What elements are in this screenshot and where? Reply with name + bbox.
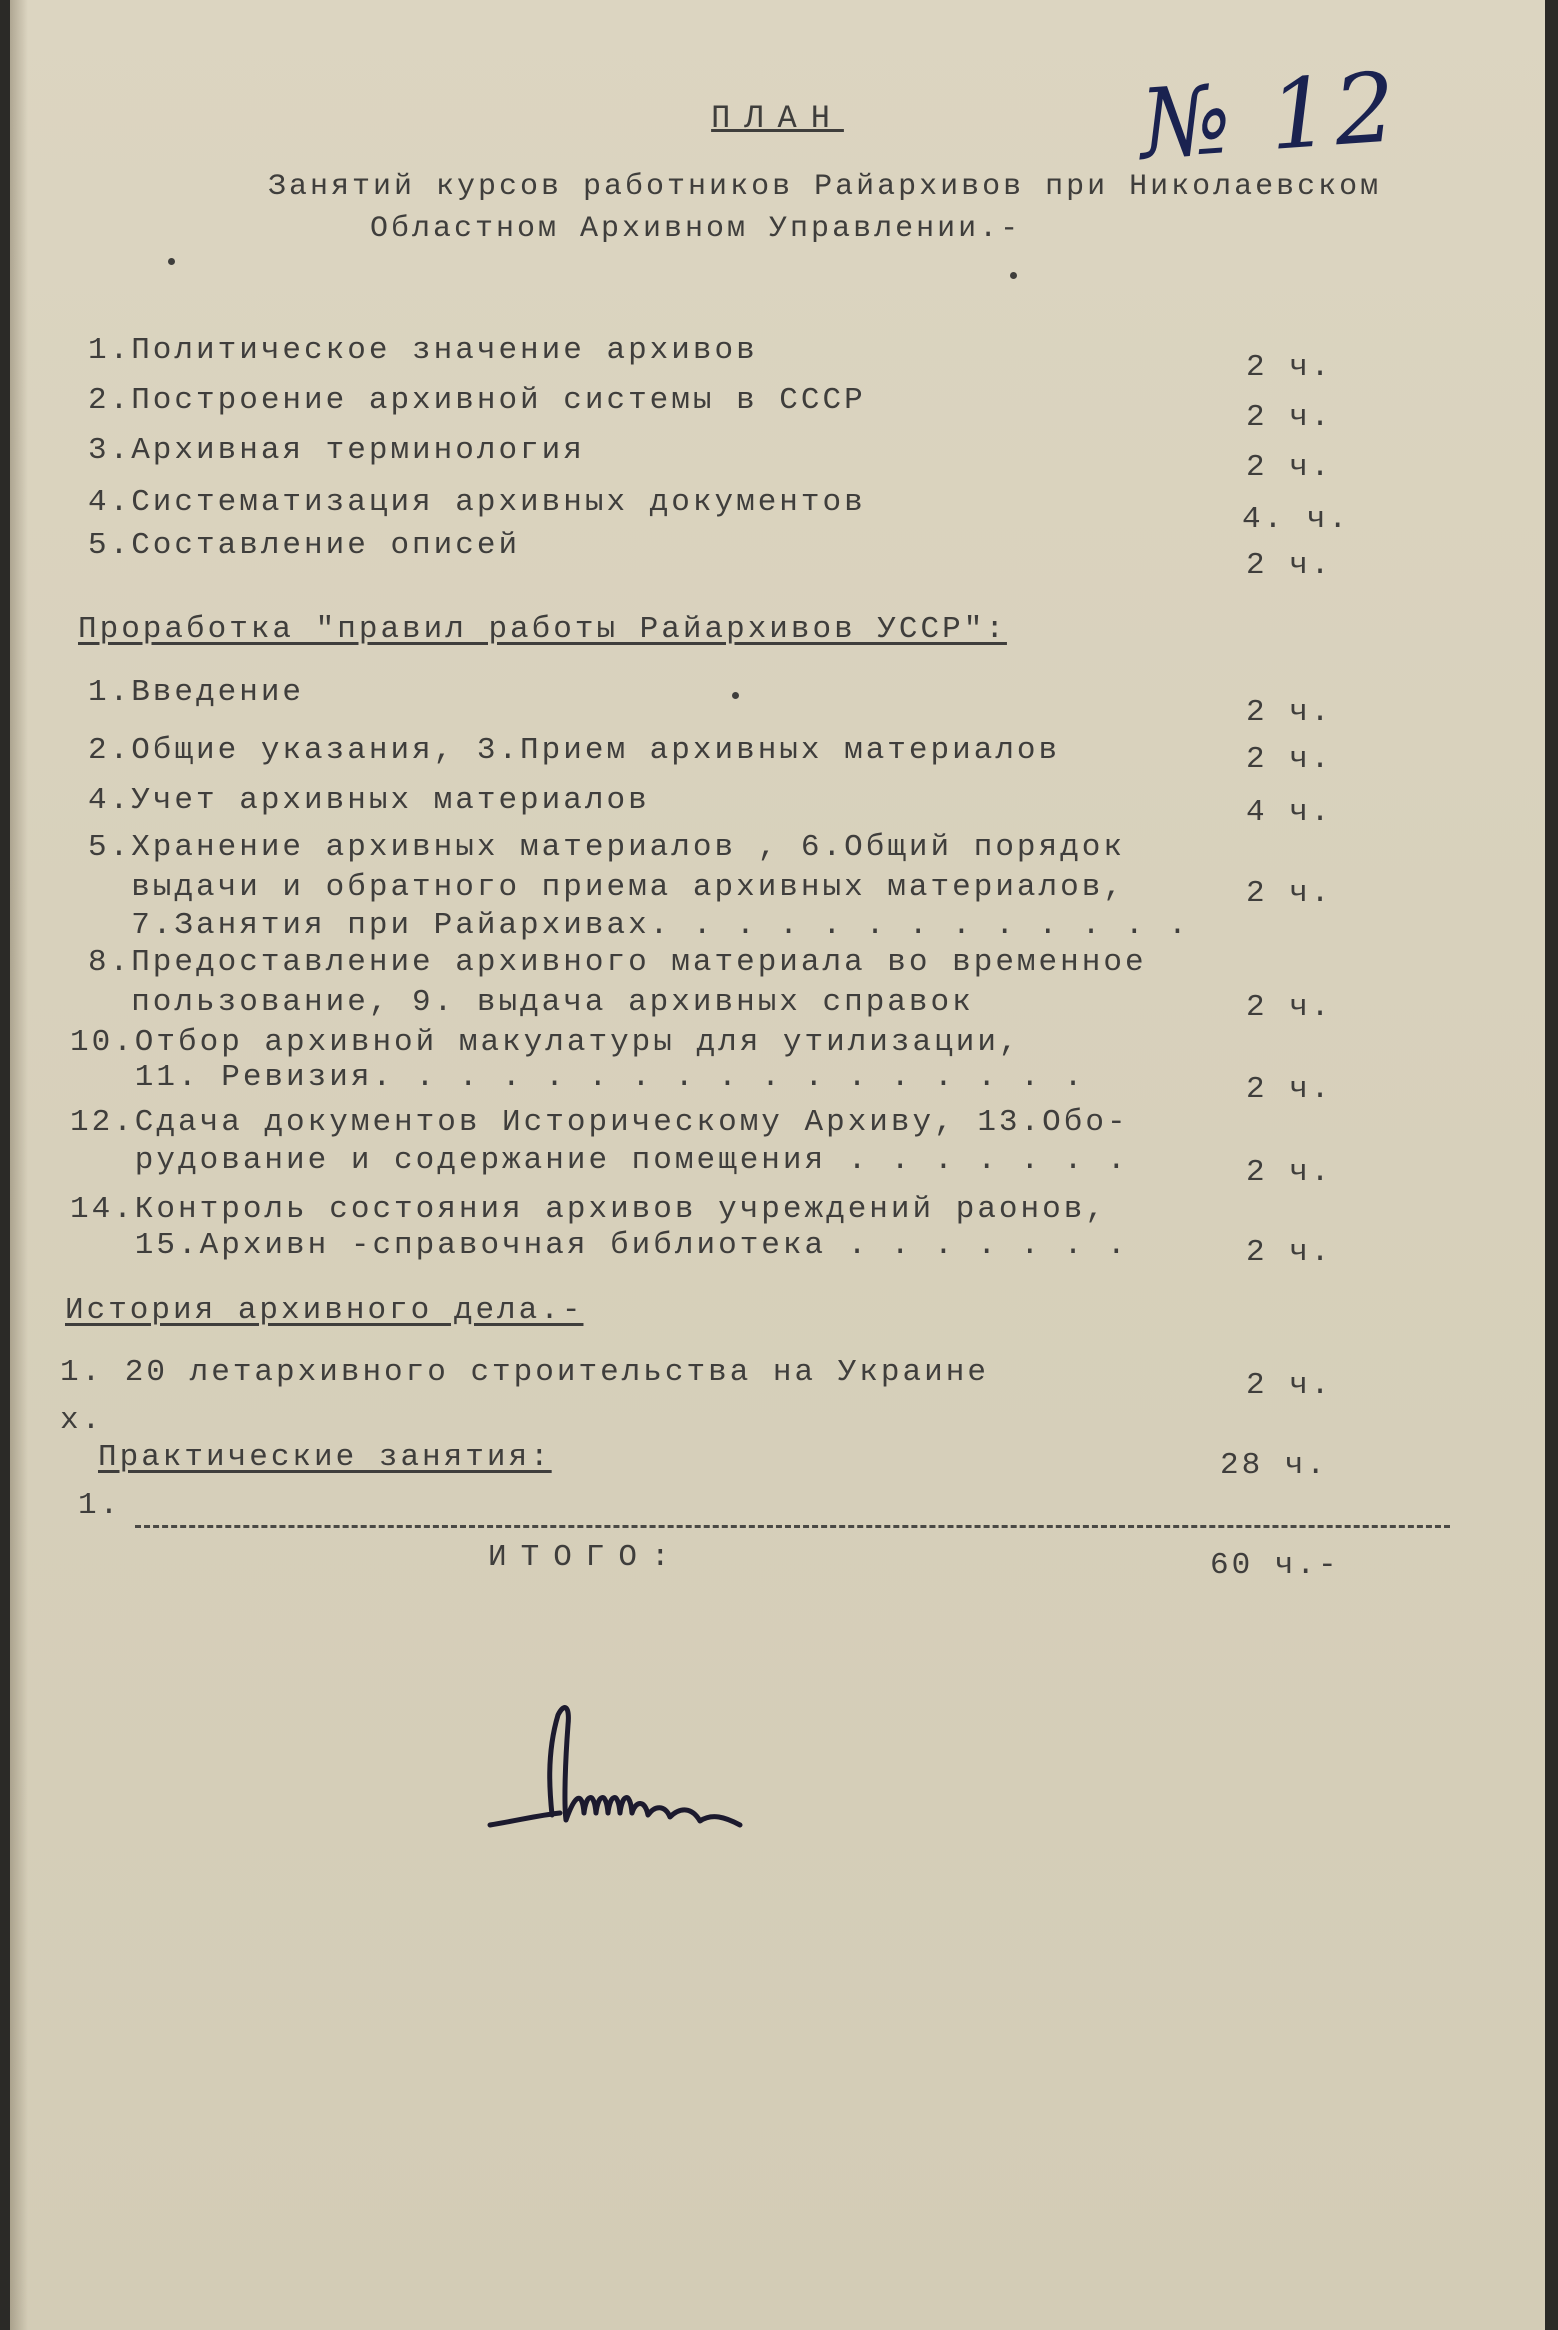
subtitle-line-1: Занятий курсов работников Райархивов при Николаевском — [268, 170, 1382, 204]
list-item-text: рудование и содержание помещения . . . . . . . — [70, 1143, 1129, 1178]
page-edge-shadow — [10, 0, 28, 2330]
list-item-hours: 4 ч. — [1246, 795, 1333, 830]
list-item-text: 14.Контроль состояния архивов учреждений раонов, — [70, 1192, 1107, 1227]
handwritten-page-number: № 12 — [1136, 51, 1404, 181]
list-item-text: 3.Архивная терминология — [88, 433, 585, 468]
list-item-text: 1.Введение — [88, 675, 305, 710]
ink-dot — [168, 258, 175, 265]
list-item-hours: 2 ч. — [1246, 1368, 1333, 1403]
ink-dot — [1010, 272, 1017, 279]
ink-dot — [732, 692, 739, 699]
list-item-text: 15.Архивн -справочная библиотека . . . . . . . — [70, 1228, 1129, 1263]
total-hours: 60 ч.- — [1210, 1548, 1340, 1583]
list-item-text: 7.Занятия при Райархивах. . . . . . . . . . . . . — [88, 908, 1190, 943]
list-item-hours: 2 ч. — [1246, 350, 1333, 385]
document-sheet — [10, 0, 1545, 2330]
list-item-hours: 2 ч. — [1246, 742, 1333, 777]
section-heading: Проработка "правил работы Райархивов УССР": — [78, 612, 1007, 647]
list-item-hours: 2 ч. — [1246, 400, 1333, 435]
list-item-hours: 2 ч. — [1246, 1072, 1333, 1107]
list-item-text: 5.Хранение архивных материалов , 6.Общий порядок — [88, 830, 1125, 865]
list-item-text: пользование, 9. выдача архивных справок — [88, 985, 974, 1020]
list-item-text: 4.Систематизация архивных документов — [88, 485, 866, 520]
list-item-hours: 2 ч. — [1246, 990, 1333, 1025]
total-label: ИТОГО: — [488, 1540, 684, 1575]
subtitle-line-2: Областном Архивном Управлении.- — [370, 212, 1022, 246]
practice-item: 1. — [78, 1488, 122, 1523]
list-item-hours: 2 ч. — [1246, 876, 1333, 911]
list-item-text: 2.Общие указания, 3.Прием архивных материалов — [88, 733, 1061, 768]
list-item-hours: 4. ч. — [1242, 502, 1351, 537]
list-item-text: выдачи и обратного приема архивных материалов, — [88, 870, 1125, 905]
section-heading: История архивного дела.- — [65, 1293, 584, 1328]
list-item-text: 5.Составление описей — [88, 528, 521, 563]
list-item-hours: 2 ч. — [1246, 1155, 1333, 1190]
list-item-text: 2.Построение архивной системы в СССР — [88, 383, 866, 418]
practice-hours: 28 ч. — [1220, 1448, 1329, 1483]
list-item-text: 1. 20 летархивного строительства на Украине — [60, 1355, 989, 1390]
extra-mark: х. — [60, 1403, 104, 1438]
list-item-hours: 2 ч. — [1246, 450, 1333, 485]
list-item-hours: 2 ч. — [1246, 548, 1333, 583]
list-item-text: 1.Политическое значение архивов — [88, 333, 758, 368]
handwritten-signature — [480, 1695, 850, 1885]
list-item-hours: 2 ч. — [1246, 695, 1333, 730]
list-item-text: 4.Учет архивных материалов — [88, 783, 650, 818]
list-item-text: 11. Ревизия. . . . . . . . . . . . . . . . . — [70, 1060, 1086, 1095]
list-item-text: 10.Отбор архивной макулатуры для утилизации, — [70, 1025, 1021, 1060]
document-title: ПЛАН — [711, 100, 844, 137]
practice-heading: Практические занятия: — [98, 1440, 552, 1475]
list-item-text: 8.Предоставление архивного материала во временное — [88, 945, 1147, 980]
dashed-separator — [135, 1525, 1450, 1528]
list-item-text: 12.Сдача документов Историческому Архиву, 13.Обо- — [70, 1105, 1129, 1140]
list-item-hours: 2 ч. — [1246, 1235, 1333, 1270]
